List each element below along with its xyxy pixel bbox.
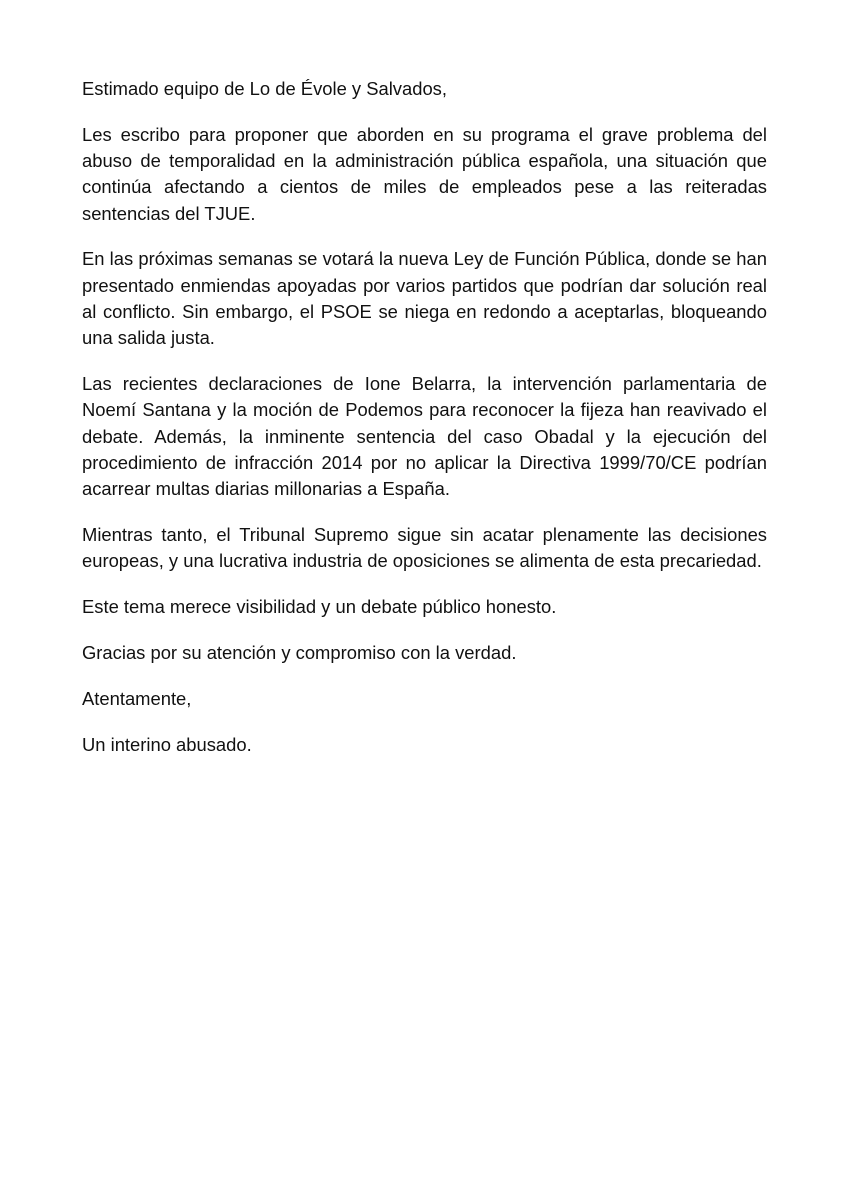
paragraph-thanks: Gracias por su atención y compromiso con la verdad. xyxy=(82,642,517,664)
paragraph-political-context: Las recientes declaraciones de Ione Belarra, la intervención parlamentaria de Noemí Santana y la moción de Podemos para reconocer la fijeza han reavivado el debate. Además, la inminente sentencia del caso Obadal y la ejecución del procedimiento de infracción 2014 por no aplicar la Directiva 1999/70/CE podrían acarrear multas diarias millonarias a España. xyxy=(82,373,767,500)
letter-body xyxy=(82,76,767,777)
closing: Atentamente, xyxy=(82,687,192,709)
salutation: Estimado equipo de Lo de Évole y Salvados, xyxy=(82,78,447,99)
paragraph-supreme-court: Mientras tanto, el Tribunal Supremo sigue sin acatar plenamente las decisiones europeas, y una lucrativa industria de oposiciones se alimenta de esta precariedad. xyxy=(82,524,767,572)
paragraph-visibility: Este tema merece visibilidad y un debate público honesto. xyxy=(82,596,557,618)
paragraph-law-vote: En las próximas semanas se votará la nueva Ley de Función Pública, donde se han presentado enmiendas apoyadas por varios partidos que podrían dar solución real al conflicto. Sin embargo, el PSOE se niega en redondo a aceptarlas, bloqueando una salida justa. xyxy=(82,248,767,349)
signature: Un interino abusado. xyxy=(82,733,252,755)
paragraph-proposal: Les escribo para proponer que aborden en su programa el grave problema del abuso de temporalidad en la administración pública española, una situación que continúa afectando a cientos de miles de empleados pese a las reiteradas sentencias del TJUE. xyxy=(82,123,767,224)
